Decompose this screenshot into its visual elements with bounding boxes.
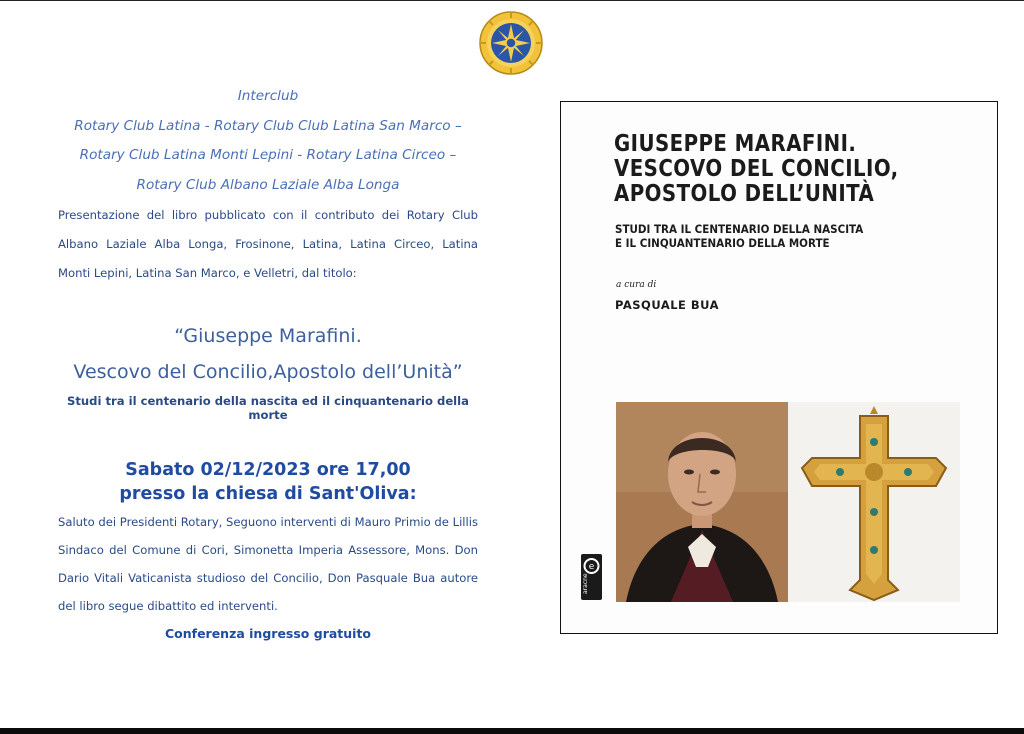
publisher-name: aracne xyxy=(582,573,589,594)
pectoral-cross-image xyxy=(788,402,960,602)
free-entry-note: Conferenza ingresso gratuito xyxy=(164,626,372,641)
rotary-logo xyxy=(478,10,544,76)
publisher-logo xyxy=(581,554,602,600)
bottom-bar xyxy=(0,728,1024,734)
program-paragraph: Saluto dei Presidenti Rotary, Seguono interventi di Mauro Primio de Lillis Sindaco del Comune di Cori, Simonetta Imperia Assessore, Mons. Don Dario Vitali Vaticanista studioso del Concilio, Don Pasquale Bua autore del libro segue dibattito ed interventi. xyxy=(58,515,478,613)
cover-subtitle xyxy=(615,222,863,250)
clubs-line-3: Rotary Club Albano Laziale Alba Longa xyxy=(136,176,400,193)
invitation-text xyxy=(58,82,478,641)
event-place: presso la chiesa di Sant'Oliva: xyxy=(119,484,417,504)
clubs-line-1: Rotary Club Latina - Rotary Club Club Latina San Marco – xyxy=(74,117,462,134)
svg-text:e: e xyxy=(588,562,595,572)
top-border xyxy=(0,0,1024,1)
book-subtitle: Studi tra il centenario della nascita ed il cinquantenario della morte xyxy=(67,394,469,422)
cover-title-line-1: GIUSEPPE MARAFINI. xyxy=(614,131,857,157)
cover-author: PASQUALE BUA xyxy=(615,298,720,312)
cover-title xyxy=(614,132,899,207)
cover-title-line-3: APOSTOLO DELL’UNITÀ xyxy=(614,181,875,207)
book-title-line-1: “Giuseppe Marafini. xyxy=(174,325,362,347)
cover-title-line-2: VESCOVO DEL CONCILIO, xyxy=(614,156,899,182)
bishop-portrait-image xyxy=(616,402,788,602)
event-date: Sabato 02/12/2023 ore 17,00 xyxy=(125,460,411,480)
book-cover xyxy=(560,101,998,634)
interclub-label: Interclub xyxy=(237,88,299,104)
cover-subtitle-line-1: STUDI TRA IL CENTENARIO DELLA NASCITA xyxy=(615,222,864,236)
clubs-line-2: Rotary Club Latina Monti Lepini - Rotary Latina Circeo – xyxy=(79,147,457,163)
book-title-line-2: Vescovo del Concilio,Apostolo dell’Unità” xyxy=(73,361,463,383)
presentation-paragraph: Presentazione del libro pubblicato con il contributo dei Rotary Club Albano Laziale Alba Longa, Frosinone, Latina, Latina Circeo, Latina Monti Lepini, Latina San Marco, e Velletri, dal titolo: xyxy=(58,208,478,280)
cover-subtitle-line-2: E IL CINQUANTENARIO DELLA MORTE xyxy=(615,236,830,250)
cover-edited-by: a cura di xyxy=(616,280,657,290)
rotary-wheel-icon xyxy=(478,10,544,76)
